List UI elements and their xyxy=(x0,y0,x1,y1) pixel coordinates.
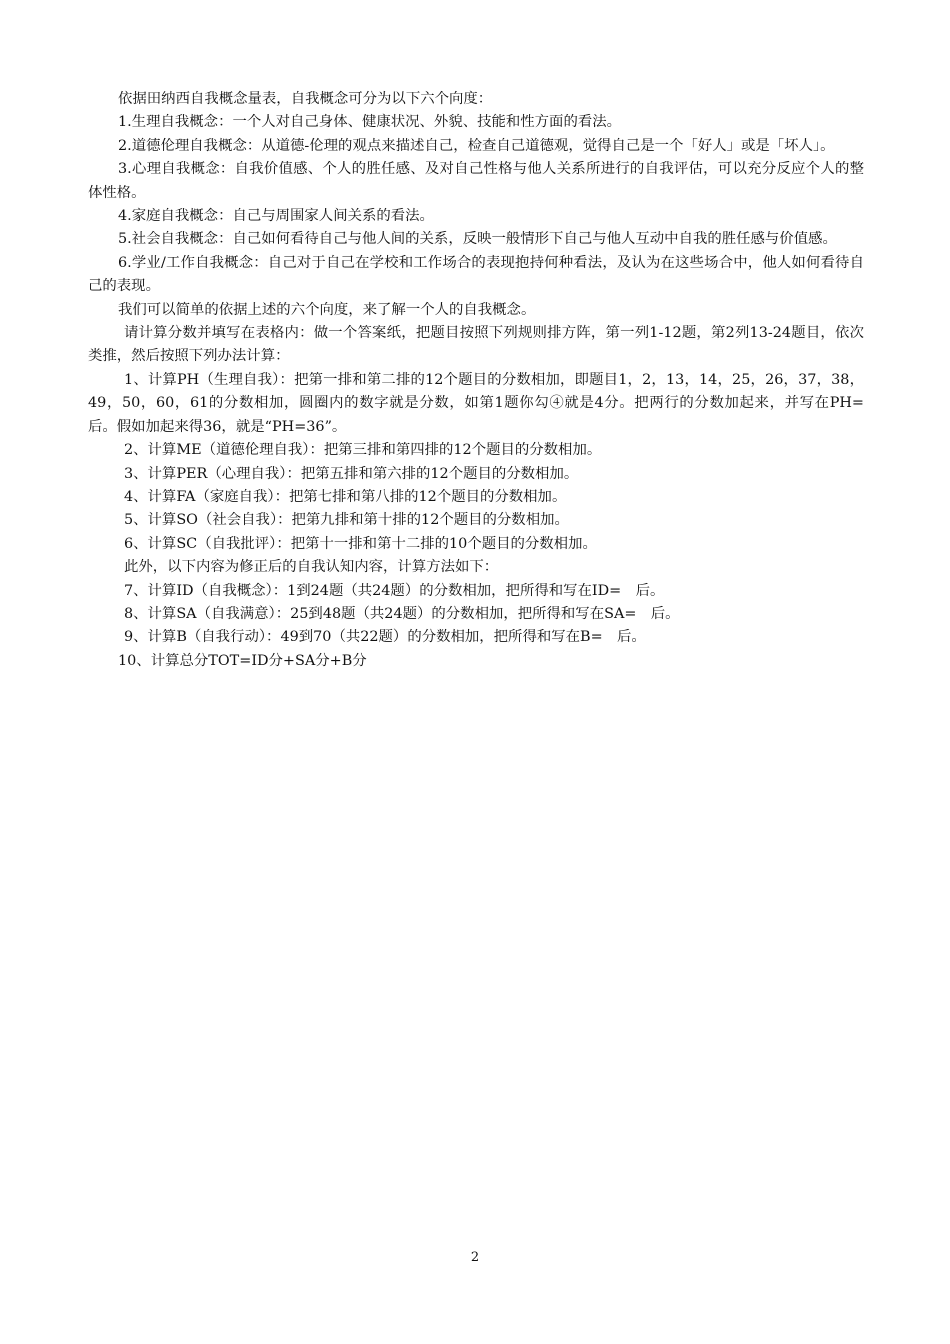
scoring-step-me: 2、计算ME（道德伦理自我）：把第三排和第四排的12个题目的分数相加。 xyxy=(124,442,602,459)
scoring-step-so: 5、计算SO（社会自我）：把第九排和第十排的12个题目的分数相加。 xyxy=(124,512,569,529)
summary-paragraph: 我们可以简单的依据上述的六个向度，来了解一个人的自我概念。 xyxy=(118,301,536,318)
dimension-academic: 6.学业/工作自我概念：自己对于自己在学校和工作场合的表现抱持何种看法，及认为在这些场合中，他人如何看待自己的表现。 xyxy=(88,254,864,295)
scoring-step-ph: 1、计算PH（生理自我）：把第一排和第二排的12个题目的分数相加，即题目1，2，13，14，25，26，37，38，49，50，60，61的分数相加，圆圈内的数字就是分数，如第1题你勾④就是4分。把两行的分数加起来，并写在PH= 后。假如加起来得36，就是“PH=36”。 xyxy=(88,371,879,435)
revised-note: 此外，以下内容为修正后的自我认知内容，计算方法如下： xyxy=(124,559,499,576)
dimension-family: 4.家庭自我概念：自己与周围家人间关系的看法。 xyxy=(118,208,434,225)
dimension-moral: 2.道德伦理自我概念：从道德-伦理的观点来描述自己，检查自己道德观，觉得自己是一个「好人」或是「坏人」。 xyxy=(118,137,835,154)
scoring-step-id: 7、计算ID（自我概念）：1到24题（共24题）的分数相加，把所得和写在ID= 后。 xyxy=(124,582,665,599)
dimension-physical: 1.生理自我概念：一个人对自己身体、健康状况、外貌、技能和性方面的看法。 xyxy=(118,114,622,131)
scoring-step-sa: 8、计算SA（自我满意）：25到48题（共24题）的分数相加，把所得和写在SA= 后。 xyxy=(124,605,680,622)
dimension-psychological: 3.心理自我概念：自我价值感、个人的胜任感、及对自己性格与他人关系所进行的自我评估，可以充分反应个人的整体性格。 xyxy=(88,161,864,201)
scoring-step-fa: 4、计算FA（家庭自我）：把第七排和第八排的12个题目的分数相加。 xyxy=(124,488,567,505)
scoring-step-b: 9、计算B（自我行动）：49到70（共22题）的分数相加，把所得和写在B= 后。 xyxy=(124,629,646,646)
document-body xyxy=(88,88,879,673)
scoring-instructions: 请计算分数并填写在表格内：做一个答案纸，把题目按照下列规则排方阵，第一列1-12题，第2列13-24题目，依次类推，然后按照下列办法计算： xyxy=(88,325,864,365)
scoring-step-per: 3、计算PER（心理自我）：把第五排和第六排的12个题目的分数相加。 xyxy=(124,465,579,482)
intro-paragraph: 依据田纳西自我概念量表，自我概念可分为以下六个向度： xyxy=(118,91,493,107)
page-number: 2 xyxy=(470,1250,480,1265)
scoring-step-sc: 6、计算SC（自我批评）：把第十一排和第十二排的10个题目的分数相加。 xyxy=(124,535,597,552)
scoring-step-total: 10、计算总分TOT=ID分+SA分+B分 xyxy=(118,652,367,669)
dimension-social: 5.社会自我概念：自己如何看待自己与他人间的关系，反映一般情形下自己与他人互动中自我的胜任感与价值感。 xyxy=(118,231,837,248)
